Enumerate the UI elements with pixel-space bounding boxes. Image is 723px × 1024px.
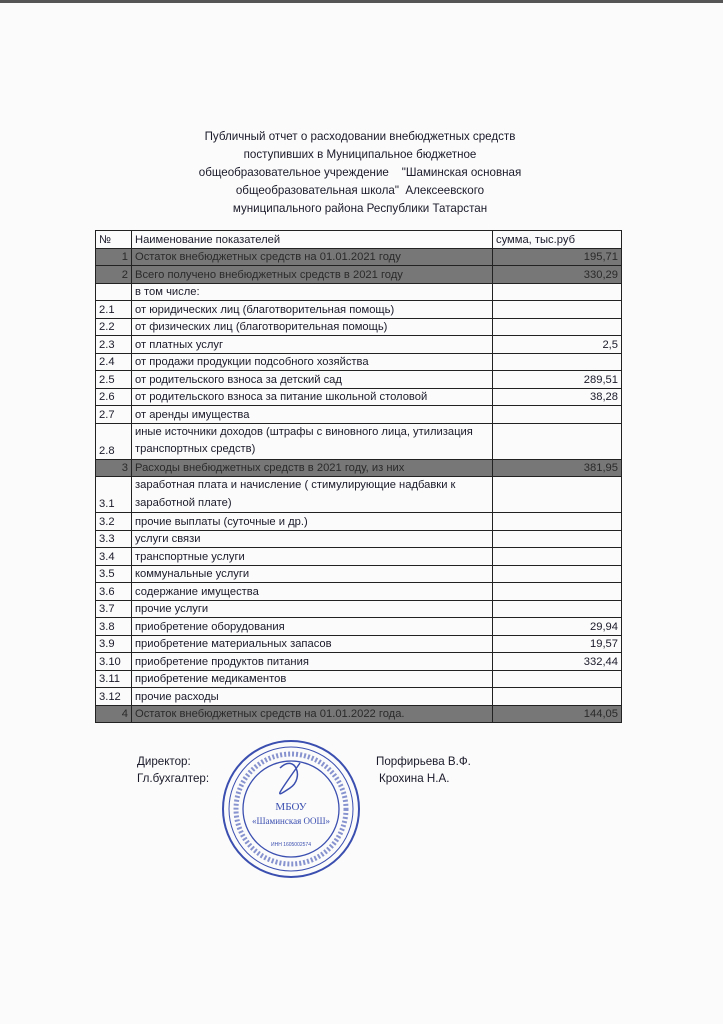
row-name: прочие выплаты (суточные и др.) bbox=[132, 513, 493, 531]
row-name: приобретение медикаментов bbox=[132, 670, 493, 688]
row-sum bbox=[493, 318, 622, 336]
row-number: 3.7 bbox=[96, 600, 132, 618]
official-stamp bbox=[220, 738, 362, 880]
table-row bbox=[96, 688, 622, 706]
row-name: коммунальные услуги bbox=[132, 565, 493, 583]
svg-text:«Шаминская ООШ»: «Шаминская ООШ» bbox=[251, 816, 331, 826]
row-number: 2.6 bbox=[96, 388, 132, 406]
row-number: 3.12 bbox=[96, 688, 132, 706]
row-number: 3.11 bbox=[96, 670, 132, 688]
title-line: поступивших в Муниципальное бюджетное bbox=[243, 148, 477, 161]
table-row bbox=[96, 406, 622, 424]
table-row bbox=[96, 371, 622, 389]
row-name: заработная плата и начисление ( стимулирующие надбавки к заработной плате) bbox=[132, 477, 493, 513]
row-sum bbox=[493, 530, 622, 548]
title-line: общеобразовательная школа" Алексеевского bbox=[235, 184, 485, 197]
row-number: 3 bbox=[96, 459, 132, 477]
row-sum: 381,95 bbox=[493, 459, 622, 477]
director-label: Директор: bbox=[137, 755, 191, 768]
row-number: 3.2 bbox=[96, 513, 132, 531]
row-number: 2.8 bbox=[96, 423, 132, 459]
table-row bbox=[96, 266, 622, 284]
row-name: Остаток внебюджетных средств на 01.01.2022 года. bbox=[132, 705, 493, 723]
row-number bbox=[96, 283, 132, 301]
row-name: от физических лиц (благотворительная помощь) bbox=[132, 318, 493, 336]
header-sum: сумма, тыс.руб bbox=[493, 231, 622, 249]
row-name: от родительского взноса за питание школьной столовой bbox=[132, 388, 493, 406]
title-line: Публичный отчет о расходовании внебюджетных средств bbox=[204, 130, 516, 143]
table-row bbox=[96, 600, 622, 618]
row-number: 2.7 bbox=[96, 406, 132, 424]
row-number: 3.5 bbox=[96, 565, 132, 583]
row-number: 3.9 bbox=[96, 635, 132, 653]
row-sum bbox=[493, 670, 622, 688]
row-name: прочие расходы bbox=[132, 688, 493, 706]
row-sum: 332,44 bbox=[493, 653, 622, 671]
table-row bbox=[96, 670, 622, 688]
accountant-name: Крохина Н.А. bbox=[379, 772, 450, 785]
document-title bbox=[100, 128, 620, 218]
row-number: 2.3 bbox=[96, 336, 132, 354]
row-name: приобретение материальных запасов bbox=[132, 635, 493, 653]
row-name: содержание имущества bbox=[132, 583, 493, 601]
row-sum bbox=[493, 583, 622, 601]
table-header bbox=[96, 231, 622, 249]
table-row bbox=[96, 635, 622, 653]
row-sum bbox=[493, 548, 622, 566]
row-number: 2.1 bbox=[96, 301, 132, 319]
title-line: общеобразовательное учреждение "Шаминская основная bbox=[198, 166, 522, 179]
row-number: 3.4 bbox=[96, 548, 132, 566]
table-row bbox=[96, 583, 622, 601]
row-sum: 330,29 bbox=[493, 266, 622, 284]
row-sum bbox=[493, 600, 622, 618]
row-sum: 19,57 bbox=[493, 635, 622, 653]
table-row bbox=[96, 705, 622, 723]
table-row bbox=[96, 618, 622, 636]
table-row bbox=[96, 283, 622, 301]
row-sum: 38,28 bbox=[493, 388, 622, 406]
row-number: 2 bbox=[96, 266, 132, 284]
row-sum bbox=[493, 406, 622, 424]
row-name: услуги связи bbox=[132, 530, 493, 548]
row-name: от продажи продукции подсобного хозяйства bbox=[132, 353, 493, 371]
table-row bbox=[96, 336, 622, 354]
row-name: от аренды имущества bbox=[132, 406, 493, 424]
row-name: приобретение оборудования bbox=[132, 618, 493, 636]
row-name: Остаток внебюджетных средств на 01.01.2021 году bbox=[132, 248, 493, 266]
report-table bbox=[95, 230, 622, 723]
row-sum bbox=[493, 477, 622, 513]
accountant-label: Гл.бухгалтер: bbox=[137, 772, 210, 785]
row-sum bbox=[493, 353, 622, 371]
title-line: муниципального района Республики Татарстан bbox=[232, 202, 488, 215]
row-sum bbox=[493, 565, 622, 583]
row-name: от юридических лиц (благотворительная помощь) bbox=[132, 301, 493, 319]
table-row bbox=[96, 548, 622, 566]
row-number: 2.2 bbox=[96, 318, 132, 336]
director-name: Порфирьева В.Ф. bbox=[376, 755, 471, 768]
row-number: 2.5 bbox=[96, 371, 132, 389]
table-row bbox=[96, 513, 622, 531]
svg-text:МБОУ: МБОУ bbox=[275, 801, 307, 813]
row-sum: 289,51 bbox=[493, 371, 622, 389]
row-sum: 2,5 bbox=[493, 336, 622, 354]
table-row bbox=[96, 565, 622, 583]
row-sum bbox=[493, 283, 622, 301]
row-name: от родительского взноса за детский сад bbox=[132, 371, 493, 389]
table-row bbox=[96, 477, 622, 513]
row-name: иные источники доходов (штрафы с виновного лица, утилизация транспортных средств) bbox=[132, 423, 493, 459]
row-number: 1 bbox=[96, 248, 132, 266]
row-name: Всего получено внебюджетных средств в 2021 году bbox=[132, 266, 493, 284]
row-name: прочие услуги bbox=[132, 600, 493, 618]
row-name: приобретение продуктов питания bbox=[132, 653, 493, 671]
row-number: 3.1 bbox=[96, 477, 132, 513]
row-number: 3.10 bbox=[96, 653, 132, 671]
header-number: № bbox=[96, 231, 132, 249]
row-name: транспортные услуги bbox=[132, 548, 493, 566]
row-name: Расходы внебюджетных средств в 2021 году, из них bbox=[132, 459, 493, 477]
svg-text:ИНН 1605002574: ИНН 1605002574 bbox=[270, 842, 312, 848]
row-sum: 29,94 bbox=[493, 618, 622, 636]
header-name: Наименование показателей bbox=[132, 231, 493, 249]
table-row bbox=[96, 530, 622, 548]
row-sum: 195,71 bbox=[493, 248, 622, 266]
row-number: 3.3 bbox=[96, 530, 132, 548]
row-number: 3.6 bbox=[96, 583, 132, 601]
table-row bbox=[96, 423, 622, 459]
row-number: 2.4 bbox=[96, 353, 132, 371]
table-row bbox=[96, 301, 622, 319]
table-row bbox=[96, 388, 622, 406]
table-row bbox=[96, 248, 622, 266]
signature-labels bbox=[137, 753, 209, 787]
table-row bbox=[96, 318, 622, 336]
row-name: в том числе: bbox=[132, 283, 493, 301]
signature-names bbox=[376, 753, 471, 787]
row-sum bbox=[493, 513, 622, 531]
row-name: от платных услуг bbox=[132, 336, 493, 354]
row-sum: 144,05 bbox=[493, 705, 622, 723]
table-row bbox=[96, 653, 622, 671]
table-row bbox=[96, 353, 622, 371]
row-sum bbox=[493, 301, 622, 319]
row-number: 3.8 bbox=[96, 618, 132, 636]
row-number: 4 bbox=[96, 705, 132, 723]
table-row bbox=[96, 459, 622, 477]
row-sum bbox=[493, 423, 622, 459]
row-sum bbox=[493, 688, 622, 706]
scan-edge bbox=[0, 0, 723, 3]
